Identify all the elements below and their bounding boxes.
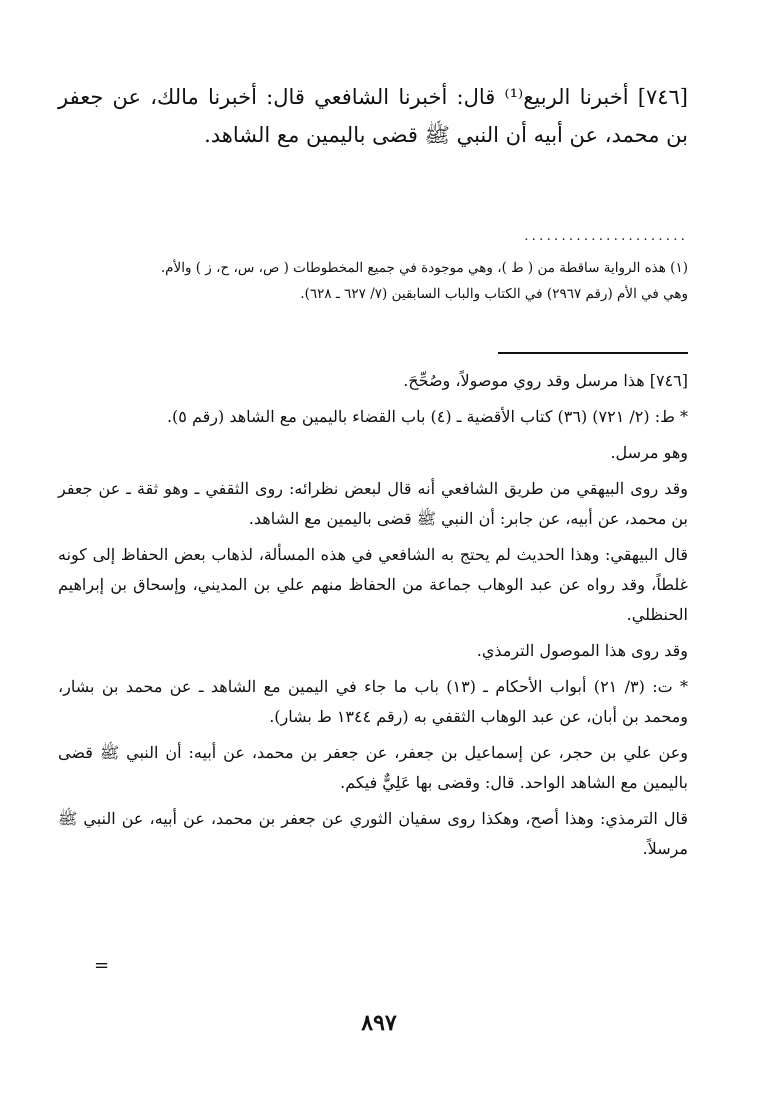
footnote-line: (١) هذه الرواية ساقطة من ( ط )، وهي موجودة في جميع المخطوطات ( ص، س، ح، ز ) والأم. <box>160 260 688 276</box>
main-text <box>58 78 688 154</box>
commentary-paragraph: وعن علي بن حجر، عن إسماعيل بن جعفر، عن جعفر بن محمد، عن أبيه: أن النبي ﷺ قضى باليمين مع الشاهد الواحد. قال: وقضى بها عَلِيٌّ فيكم. <box>58 743 688 792</box>
footnote <box>48 255 688 307</box>
footnote-line: وهي في الأم (رقم ٢٩٦٧) في الكتاب والباب السابقين (٧/ ٦٢٧ ـ ٦٢٨). <box>300 286 688 302</box>
commentary-paragraph: وقد روى هذا الموصول الترمذي. <box>476 641 688 660</box>
commentary-paragraph: قال الترمذي: وهذا أصح، وهكذا روى سفيان الثوري عن جعفر بن محمد، عن أبيه، عن النبي ﷺ مرسلاً. <box>58 809 688 858</box>
commentary-paragraph: قال البيهقي: وهذا الحديث لم يحتج به الشافعي في هذه المسألة، لذهاب بعض الحفاظ إلى كونه غلطاً، وقد رواه عن عبد الوهاب جماعة من الحفاظ منهم علي بن المديني، وإسحاق بن إبراهيم الحنظلي. <box>58 545 688 624</box>
commentary-paragraph: [٧٤٦] هذا مرسل وقد روي موصولاً، وصُحِّحَ. <box>403 371 688 390</box>
footnote-separator: ...................... <box>524 228 688 244</box>
commentary <box>58 366 688 870</box>
commentary-paragraph: * ت: (٣/ ٢١) أبواب الأحكام ـ (١٣) باب ما جاء في اليمين مع الشاهد ـ عن محمد بن بشار، ومحمد بن أبان، عن عبد الوهاب الثقفي به (رقم ١٣٤٤ ط بشار). <box>58 677 689 726</box>
section-rule <box>498 352 688 354</box>
commentary-paragraph: وقد روى البيهقي من طريق الشافعي أنه قال لبعض نظرائه: روى الثقفي ـ وهو ثقة ـ عن جعفر بن محمد، عن أبيه، عن جابر: أن النبي ﷺ قضى باليمين مع الشاهد. <box>58 479 688 528</box>
hadith-paragraph: [٧٤٦] أخبرنا الربيع⁽¹⁾ قال: أخبرنا الشافعي قال: أخبرنا مالك، عن جعفر بن محمد، عن أبيه أن النبي ﷺ قضى باليمين مع الشاهد. <box>58 85 688 147</box>
page-number: ٨٩٧ <box>361 1010 397 1036</box>
continuation-mark: = <box>94 955 110 976</box>
commentary-paragraph: * ط: (٢/ ٧٢١) (٣٦) كتاب الأقضية ـ (٤) باب القضاء باليمين مع الشاهد (رقم ٥). <box>166 407 688 426</box>
commentary-paragraph: وهو مرسل. <box>610 443 688 462</box>
